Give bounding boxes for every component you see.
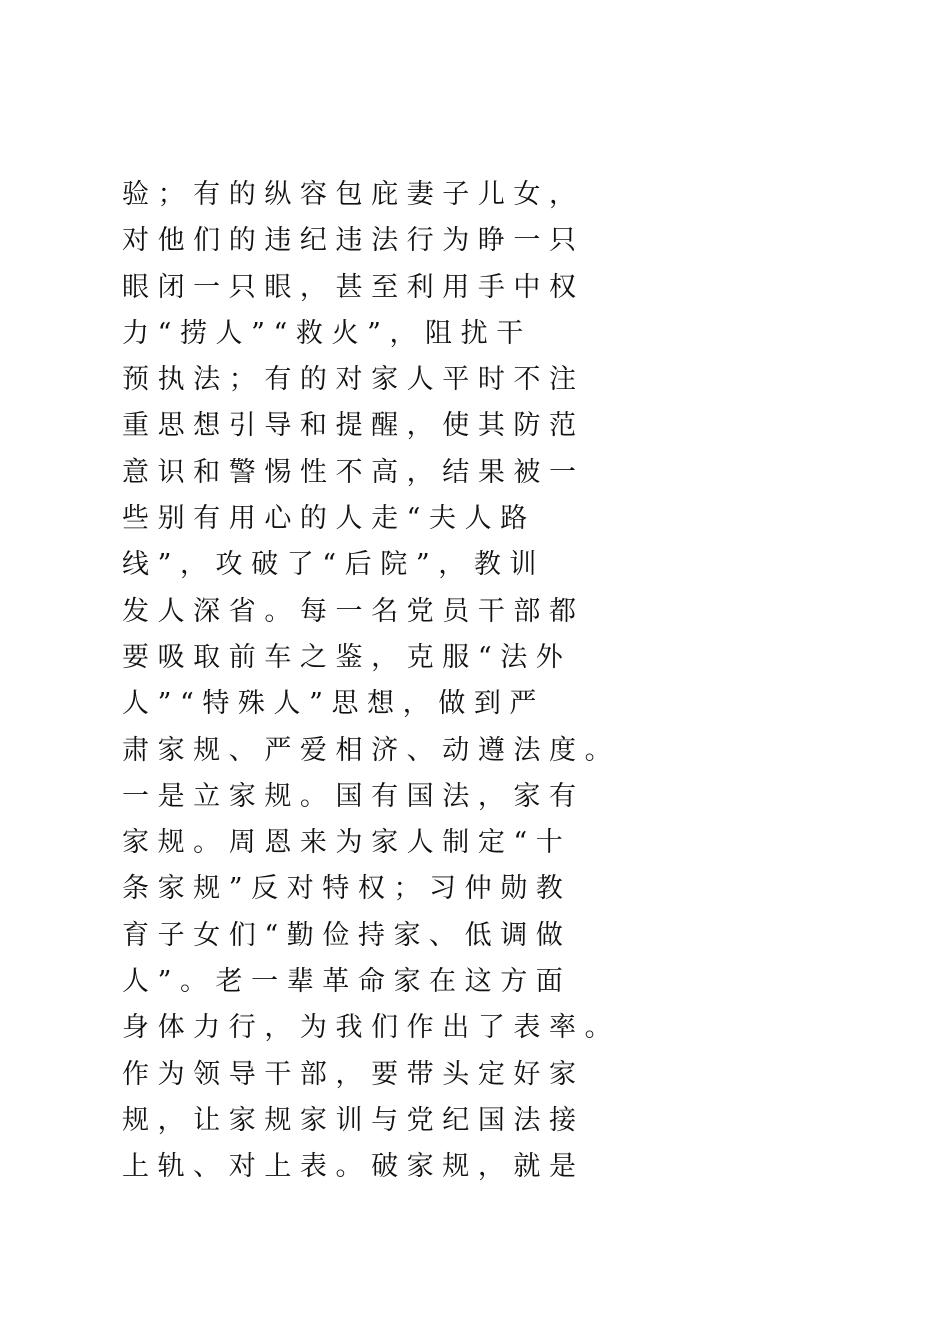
text-line: 意 识 和 警 惕 性 不 高 ， 结 果 被 一 (122, 456, 576, 488)
text-line: 条 家 规 ” 反 对 特 权 ； 习 仲 勋 教 (122, 873, 563, 905)
text-line: 对 他 们 的 违 纪 违 法 行 为 睁 一 只 (122, 225, 576, 257)
text-line: 育 子 女 们 “ 勤 俭 持 家 、 低 调 做 (122, 919, 563, 951)
text-line: 肃 家 规 、 严 爱 相 济 、 动 遵 法 度 。 (122, 734, 612, 766)
text-line: 上 轨 、 对 上 表 。 破 家 规 ， 就 是 (122, 1151, 576, 1183)
text-line: 力 “ 捞 人 ” “ 救 火 ” ， 阻 扰 干 (122, 317, 524, 349)
text-line: 验 ； 有 的 纵 容 包 庇 妻 子 儿 女 ， (122, 179, 576, 210)
text-line: 人 ” “ 特 殊 人 ” 思 想 ， 做 到 严 (122, 688, 537, 720)
text-line: 眼 闭 一 只 眼 ， 甚 至 利 用 手 中 权 (122, 271, 576, 303)
text-line: 重 思 想 引 导 和 提 醒 ， 使 其 防 范 (122, 410, 576, 442)
text-line: 线 ” ， 攻 破 了 “ 后 院 ” ， 教 训 (122, 549, 537, 581)
text-line: 要 吸 取 前 车 之 鉴 ， 克 服 “ 法 外 (122, 641, 563, 673)
text-line: 发 人 深 省 。 每 一 名 党 员 干 部 都 (122, 595, 576, 627)
text-line: 预 执 法 ； 有 的 对 家 人 平 时 不 注 (122, 364, 576, 396)
text-line: 家 规 。 周 恩 来 为 家 人 制 定 “ 十 (122, 827, 563, 859)
text-line: 作 为 领 导 干 部 ， 要 带 头 定 好 家 (122, 1058, 576, 1090)
text-line: 人 ” 。 老 一 辈 革 命 家 在 这 方 面 (122, 966, 563, 998)
text-line: 些 别 有 用 心 的 人 走 “ 夫 人 路 (122, 503, 528, 535)
text-line: 规 ， 让 家 规 家 训 与 党 纪 国 法 接 (122, 1104, 576, 1136)
body-text (122, 172, 842, 1191)
text-line: 一 是 立 家 规 。 国 有 国 法 ， 家 有 (122, 780, 576, 812)
text-line: 身 体 力 行 ， 为 我 们 作 出 了 表 率 。 (122, 1012, 612, 1044)
